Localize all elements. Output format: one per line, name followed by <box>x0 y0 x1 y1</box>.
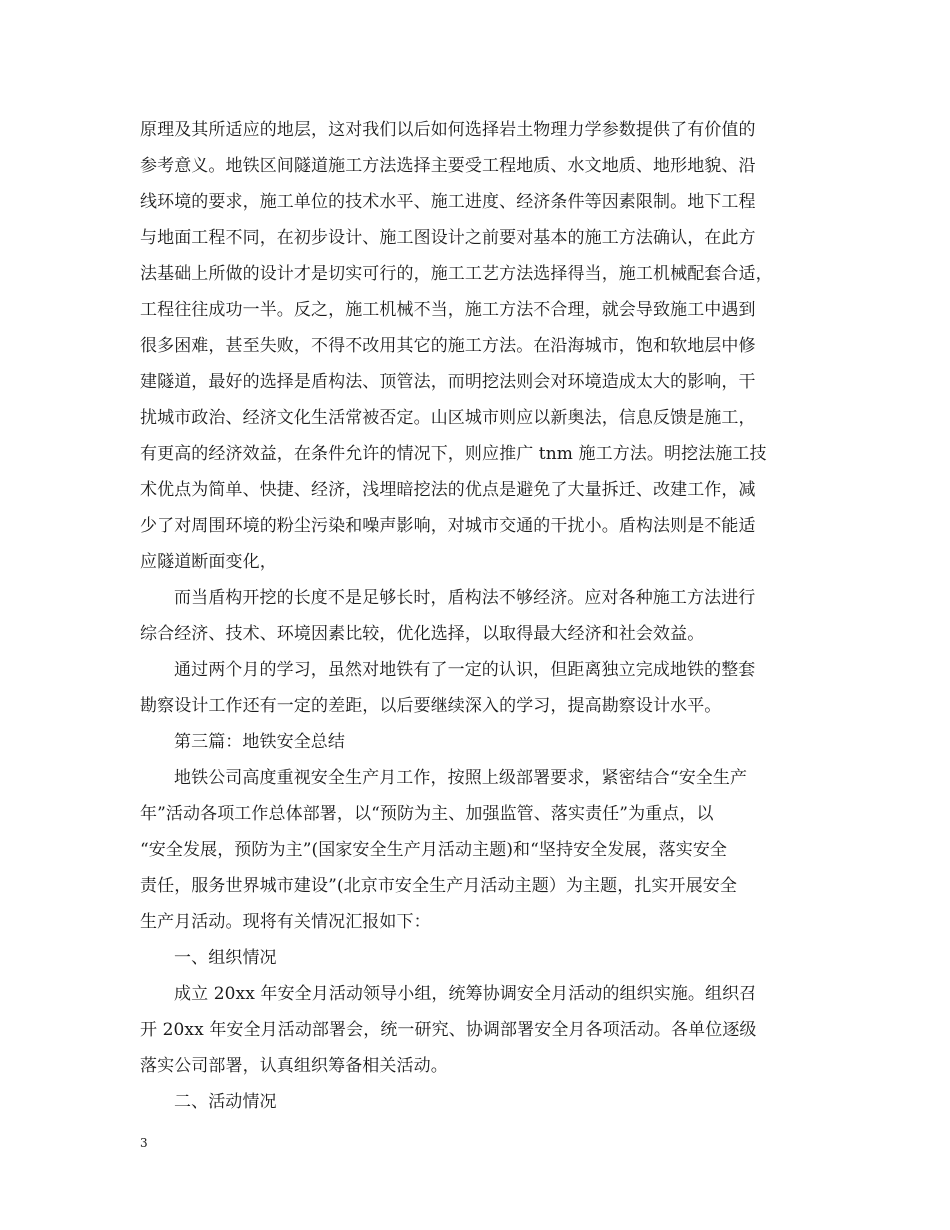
text-line: 落实公司部署，认真组织筹备相关活动。 <box>140 1056 448 1076</box>
paragraph-first-line: 地铁公司高度重视安全生产月工作，按照上级部署要求，紧密结合“安全生产 <box>174 768 748 788</box>
text-line: 与地面工程不同，在初步设计、施工图设计之前要对基本的施工方法确认，在此方 <box>140 228 756 248</box>
text-line: 法基础上所做的设计才是切实可行的，施工工艺方法选择得当，施工机械配套合适， <box>140 264 773 284</box>
text-line: 综合经济、技术、环境因素比较，优化选择，以取得最大经济和社会效益。 <box>140 624 705 644</box>
subsection-heading: 一、组织情况 <box>174 948 277 968</box>
text-line: 年”活动各项工作总体部署，以“预防为主、加强监管、落实责任”为重点，以 <box>140 804 714 824</box>
paragraph-first-line: 成立 20xx 年安全月活动领导小组，统筹协调安全月活动的组织实施。组织召 <box>174 984 757 1004</box>
text-line: 术优点为简单、快捷、经济，浅埋暗挖法的优点是避免了大量拆迁、改建工作，减 <box>140 480 756 500</box>
text-line: 有更高的经济效益，在条件允许的情况下，则应推广 tnm 施工方法。明挖法施工技 <box>140 444 767 464</box>
text-line: 应隧道断面变化， <box>140 552 277 572</box>
text-line: 线环境的要求，施工单位的技术水平、施工进度、经济条件等因素限制。地下工程 <box>140 192 756 212</box>
text-line: 建隧道，最好的选择是盾构法、顶管法，而明挖法则会对环境造成太大的影响，干 <box>140 372 756 392</box>
text-line: 扰城市政治、经济文化生活常被否定。山区城市则应以新奥法，信息反馈是施工， <box>140 408 756 428</box>
text-line: 责任，服务世界城市建设”(北京市安全生产月活动主题）为主题，扎实开展安全 <box>140 876 737 896</box>
text-line: 勘察设计工作还有一定的差距，以后要继续深入的学习，提高勘察设计水平。 <box>140 696 722 716</box>
text-line: 原理及其所适应的地层，这对我们以后如何选择岩土物理力学参数提供了有价值的 <box>140 120 756 140</box>
text-line: “安全发展，预防为主”(国家安全生产月活动主题)和“坚持安全发展，落实安全 <box>140 840 728 860</box>
section-heading: 第三篇：地铁安全总结 <box>174 732 345 752</box>
text-line: 生产月活动。现将有关情况汇报如下： <box>140 912 431 932</box>
text-line: 参考意义。地铁区间隧道施工方法选择主要受工程地质、水文地质、地形地貌、沿 <box>140 156 756 176</box>
page-number: 3 <box>140 1136 148 1150</box>
text-line: 很多困难，甚至失败，不得不改用其它的施工方法。在沿海城市，饱和软地层中修 <box>140 336 756 356</box>
subsection-heading: 二、活动情况 <box>174 1092 277 1112</box>
text-line: 少了对周围环境的粉尘污染和噪声影响，对城市交通的干扰小。盾构法则是不能适 <box>140 516 756 536</box>
paragraph-first-line: 通过两个月的学习，虽然对地铁有了一定的认识，但距离独立完成地铁的整套 <box>174 660 756 680</box>
text-line: 工程往往成功一半。反之，施工机械不当，施工方法不合理，就会导致施工中遇到 <box>140 300 756 320</box>
paragraph-first-line: 而当盾构开挖的长度不是足够长时，盾构法不够经济。应对各种施工方法进行 <box>174 588 756 608</box>
text-line: 开 20xx 年安全月活动部署会，统一研究、协调部署安全月各项活动。各单位逐级 <box>140 1020 757 1040</box>
